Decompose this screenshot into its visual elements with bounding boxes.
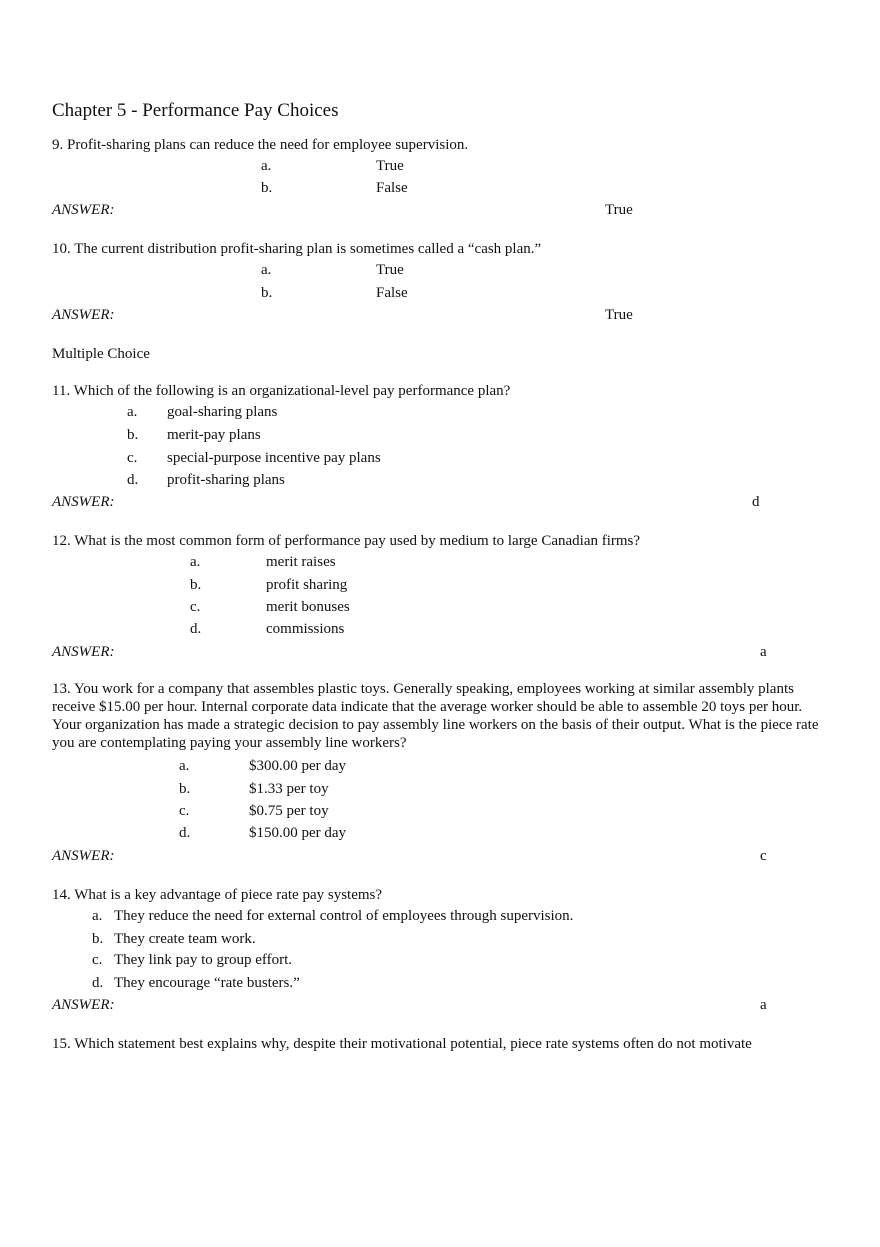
q12-option-a-letter: a. — [190, 554, 201, 570]
q11-answer-value: d — [752, 494, 760, 510]
q11-option-b-letter: b. — [127, 427, 139, 443]
q11-option-d-text: profit-sharing plans — [167, 472, 285, 488]
q12-option-a-text: merit raises — [266, 554, 336, 570]
q14-option-a-letter: a. — [92, 908, 103, 924]
q13-option-b-letter: b. — [179, 781, 191, 797]
q9-answer-value: True — [605, 202, 633, 218]
chapter-title: Chapter 5 - Performance Pay Choices — [52, 100, 339, 121]
q13-answer-value: c — [760, 848, 767, 864]
q13-option-b-text: $1.33 per toy — [249, 781, 329, 797]
q11-option-a-letter: a. — [127, 404, 138, 420]
q10-option-a-letter: a. — [261, 262, 272, 278]
q12-option-d-text: commissions — [266, 621, 345, 637]
question-12-text: 12. What is the most common form of performance pay used by medium to large Canadian firms? — [52, 533, 641, 549]
q10-answer-label: ANSWER: — [52, 307, 115, 323]
q13-answer-label: ANSWER: — [52, 848, 115, 864]
q11-option-c-letter: c. — [127, 450, 138, 466]
q14-option-c-text: They link pay to group effort. — [114, 952, 293, 968]
q14-option-a-text: They reduce the need for external control of employees through supervision. — [114, 908, 574, 924]
q11-answer-label: ANSWER: — [52, 494, 115, 510]
q12-answer-label: ANSWER: — [52, 644, 115, 660]
q9-option-a-letter: a. — [261, 158, 272, 174]
q14-option-d-letter: d. — [92, 975, 104, 991]
q9-option-b-text: False — [376, 180, 408, 196]
q13-option-a-text: $300.00 per day — [249, 758, 347, 774]
q12-option-c-text: merit bonuses — [266, 599, 350, 615]
question-9-text: 9. Profit-sharing plans can reduce the need for employee supervision. — [52, 137, 469, 153]
question-13-text: 13. You work for a company that assembles plastic toys. Generally speaking, employees working at similar assembly plants receive $15.00 per hour. Internal corporate data indicate that the average worker should be able to assemble 20 toys per hour. Your organization has made a strategic decision to pay assembly line workers on the basis of their output. What is the piece rate you are contemplating paying your assembly line workers? — [52, 681, 819, 751]
q13-option-c-text: $0.75 per toy — [249, 803, 329, 819]
question-15-text: 15. Which statement best explains why, despite their motivational potential, piece rate systems often do not motivate — [52, 1036, 752, 1052]
q11-option-d-letter: d. — [127, 472, 139, 488]
q9-option-b-letter: b. — [261, 180, 273, 196]
q13-option-d-letter: d. — [179, 825, 191, 841]
q12-option-b-letter: b. — [190, 577, 202, 593]
q10-option-a-text: True — [376, 262, 404, 278]
q10-option-b-text: False — [376, 285, 408, 301]
q10-option-b-letter: b. — [261, 285, 273, 301]
q9-option-a-text: True — [376, 158, 404, 174]
section-heading: Multiple Choice — [52, 346, 150, 362]
q12-answer-value: a — [760, 644, 767, 660]
q14-option-c-letter: c. — [92, 952, 103, 968]
q12-option-c-letter: c. — [190, 599, 201, 615]
q14-answer-label: ANSWER: — [52, 997, 115, 1013]
question-10-text: 10. The current distribution profit-sharing plan is sometimes called a “cash plan.” — [52, 241, 542, 257]
q12-option-b-text: profit sharing — [266, 577, 348, 593]
q13-option-c-letter: c. — [179, 803, 190, 819]
q11-option-c-text: special-purpose incentive pay plans — [167, 450, 381, 466]
q11-option-a-text: goal-sharing plans — [167, 404, 278, 420]
q9-answer-label: ANSWER: — [52, 202, 115, 218]
q14-option-d-text: They encourage “rate busters.” — [114, 975, 300, 991]
q14-option-b-letter: b. — [92, 931, 104, 947]
question-11-text: 11. Which of the following is an organizational-level pay performance plan? — [52, 383, 511, 399]
q11-option-b-text: merit-pay plans — [167, 427, 261, 443]
question-14-text: 14. What is a key advantage of piece rate pay systems? — [52, 887, 383, 903]
q10-answer-value: True — [605, 307, 633, 323]
q14-answer-value: a — [760, 997, 767, 1013]
q14-option-b-text: They create team work. — [114, 931, 256, 947]
q13-option-a-letter: a. — [179, 758, 190, 774]
q12-option-d-letter: d. — [190, 621, 202, 637]
q13-option-d-text: $150.00 per day — [249, 825, 347, 841]
